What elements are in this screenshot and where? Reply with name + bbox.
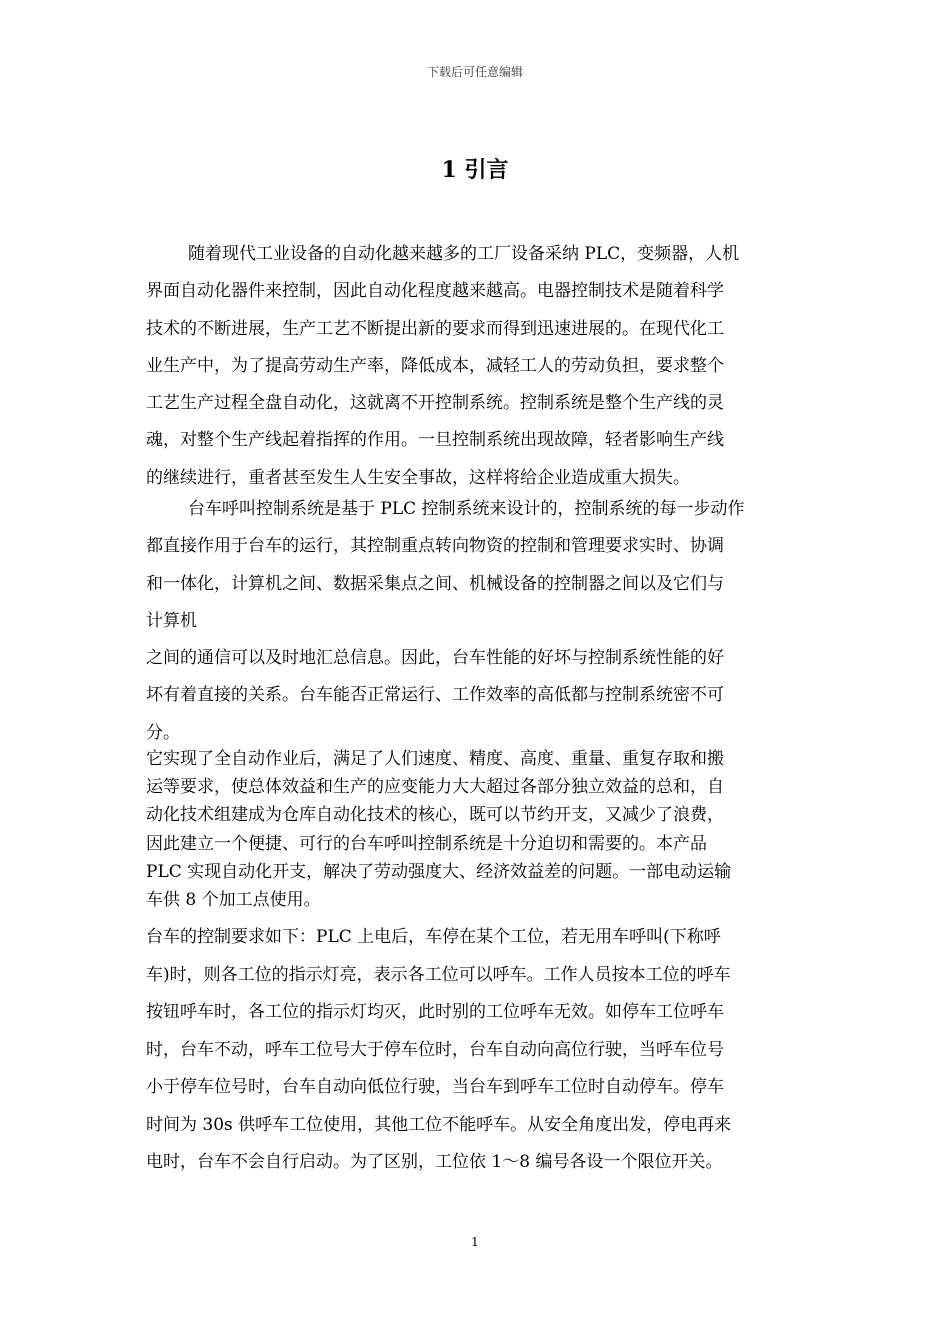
text-line: 电时，台车不会自行启动。为了区别，工位依 1～8 编号各设一个限位开关。 xyxy=(146,1152,723,1172)
paragraph-communication xyxy=(146,640,724,752)
page-number: 1 xyxy=(471,1235,479,1249)
text-line: 业生产中，为了提高劳动生产率，降低成本，减轻工人的劳动负担，要求整个 xyxy=(146,355,724,376)
text-line: 按钮呼车时，各工位的指示灯均灭，此时别的工位呼车无效。如停车工位呼车 xyxy=(146,1002,724,1022)
text-line: 坏有着直接的关系。台车能否正常运行、工作效率的高低都与控制系统密不可 xyxy=(146,685,724,706)
text-line: 时间为 30s 供呼车工位使用，其他工位不能呼车。从安全角度出发，停电再来 xyxy=(146,1114,732,1135)
paragraph-requirements xyxy=(146,919,731,1182)
section-title: 1 引言 xyxy=(441,157,509,183)
text-line: 魂，对整个生产线起着指挥的作用。一旦控制系统出现故障，轻者影响生产线 xyxy=(146,430,724,451)
text-line: 都直接作用于台车的运行，其控制重点转向物资的控制和管理要求实时、协调 xyxy=(146,536,724,557)
text-line: 之间的通信可以及时地汇总信息。因此，台车性能的好坏与控制系统性能的好 xyxy=(146,648,724,668)
text-line: 它实现了全自动作业后，满足了人们速度、精度、高度、重量、重复存取和搬 xyxy=(146,749,724,769)
text-line: 时，台车不动，呼车工位号大于停车位时，台车自动向高位行驶，当呼车位号 xyxy=(146,1039,724,1060)
text-line: 随着现代工业设备的自动化越来越多的工厂设备采纳 PLC，变频器，人机 xyxy=(188,244,740,264)
paragraph-intro xyxy=(146,236,739,497)
text-line: 的继续进行，重者甚至发生人生安全事故，这样将给企业造成重大损失。 xyxy=(146,467,690,488)
text-line: 因此建立一个便捷、可行的台车呼叫控制系统是十分迫切和需要的。本产品 xyxy=(146,833,707,854)
text-line: 台车呼叫控制系统是基于 PLC 控制系统来设计的，控制系统的每一步动作 xyxy=(188,499,745,519)
text-line: 动化技术组建成为仓库自动化技术的核心，既可以节约开支，又减少了浪费， xyxy=(146,805,724,826)
text-line: 台车的控制要求如下：PLC 上电后，车停在某个工位，若无用车呼叫(下称呼 xyxy=(146,927,721,947)
text-line: 和一体化，计算机之间、数据采集点之间、机械设备的控制器之间以及它们与 xyxy=(146,573,724,594)
paragraph-automation xyxy=(146,745,731,914)
text-line: PLC 实现自动化开支，解决了劳动强度大、经济效益差的问题。一部电动运输 xyxy=(146,861,732,882)
text-line: 运等要求，使总体效益和生产的应变能力大大超过各部分独立效益的总和，自 xyxy=(146,777,724,798)
text-line: 分。 xyxy=(146,722,180,743)
text-line: 工艺生产过程全盘自动化，这就离不开控制系统。控制系统是整个生产线的灵 xyxy=(146,393,724,414)
text-line: 车)时，则各工位的指示灯亮，表示各工位可以呼车。工作人员按本工位的呼车 xyxy=(146,964,731,985)
text-line: 技术的不断进展，生产工艺不断提出新的要求而得到迅速进展的。在现代化工 xyxy=(146,318,724,339)
page-header: 下载后可任意编辑 xyxy=(426,65,523,79)
text-line: 小于停车位号时，台车自动向低位行驶，当台车到呼车工位时自动停车。停车 xyxy=(146,1077,724,1097)
text-line: 界面自动化器件来控制，因此自动化程度越来越高。电器控制技术是随着科学 xyxy=(146,281,724,302)
text-line: 车供 8 个加工点使用。 xyxy=(146,890,321,911)
paragraph-system xyxy=(146,491,745,640)
text-line: 计算机 xyxy=(146,610,197,631)
